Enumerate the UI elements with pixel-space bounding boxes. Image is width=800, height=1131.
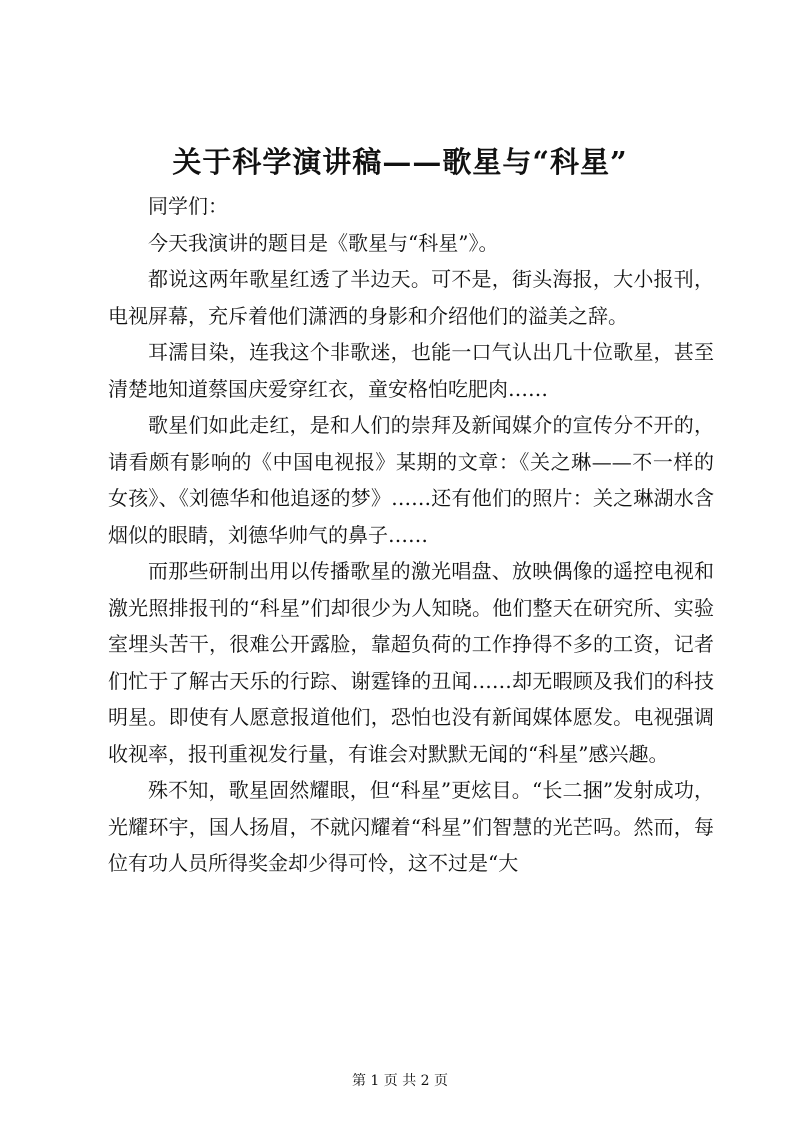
- paragraph: 都说这两年歌星红透了半边天。可不是，街头海报，大小报刊，电视屏幕，充斥着他们潇洒的身影和介绍他们的溢美之辞。: [108, 267, 714, 328]
- document-title: 关于科学演讲稿——歌星与“科星”: [172, 145, 628, 179]
- paragraph: 而那些研制出用以传播歌星的激光唱盘、放映偶像的遥控电视和激光照排报刊的“科星”们却很少为人知晓。他们整天在研究所、实验室埋头苦干，很难公开露脸，靠超负荷的工作挣得不多的工资，记者们忙于了解古天乐的行踪、谢霆锋的丑闻……却无暇顾及我们的科技明星。即使有人愿意报道他们，恐怕也没有新闻媒体愿发。电视强调收视率，报刊重视发行量，有谁会对默默无闻的“科星”感兴趣。: [108, 559, 714, 766]
- paragraph-salutation: 同学们：: [148, 194, 228, 218]
- paragraph: 耳濡目染，连我这个非歌迷，也能一口气认出几十位歌星，甚至清楚地知道蔡国庆爱穿红衣，童安格怕吃肥肉……: [108, 340, 714, 401]
- paragraph: 殊不知，歌星固然耀眼，但“科星”更炫目。“长二捆”发射成功，光耀环宇，国人扬眉，不就闪耀着“科星”们智慧的光芒吗。然而，每位有功人员所得奖金却少得可怜，这不过是“大: [108, 778, 714, 875]
- paragraph: 歌星们如此走红，是和人们的崇拜及新闻媒介的宣传分不开的，请看颇有影响的《中国电视报》某期的文章：《关之琳——不一样的女孩》、《刘德华和他追逐的梦》……还有他们的照片：关之琳湖水含烟似的眼睛，刘德华帅气的鼻子……: [108, 413, 714, 547]
- page-number-footer: 第 1 页 共 2 页: [351, 1073, 449, 1089]
- document-body: [108, 188, 714, 882]
- paragraph: 今天我演讲的题目是《歌星与“科星”》。: [148, 230, 499, 255]
